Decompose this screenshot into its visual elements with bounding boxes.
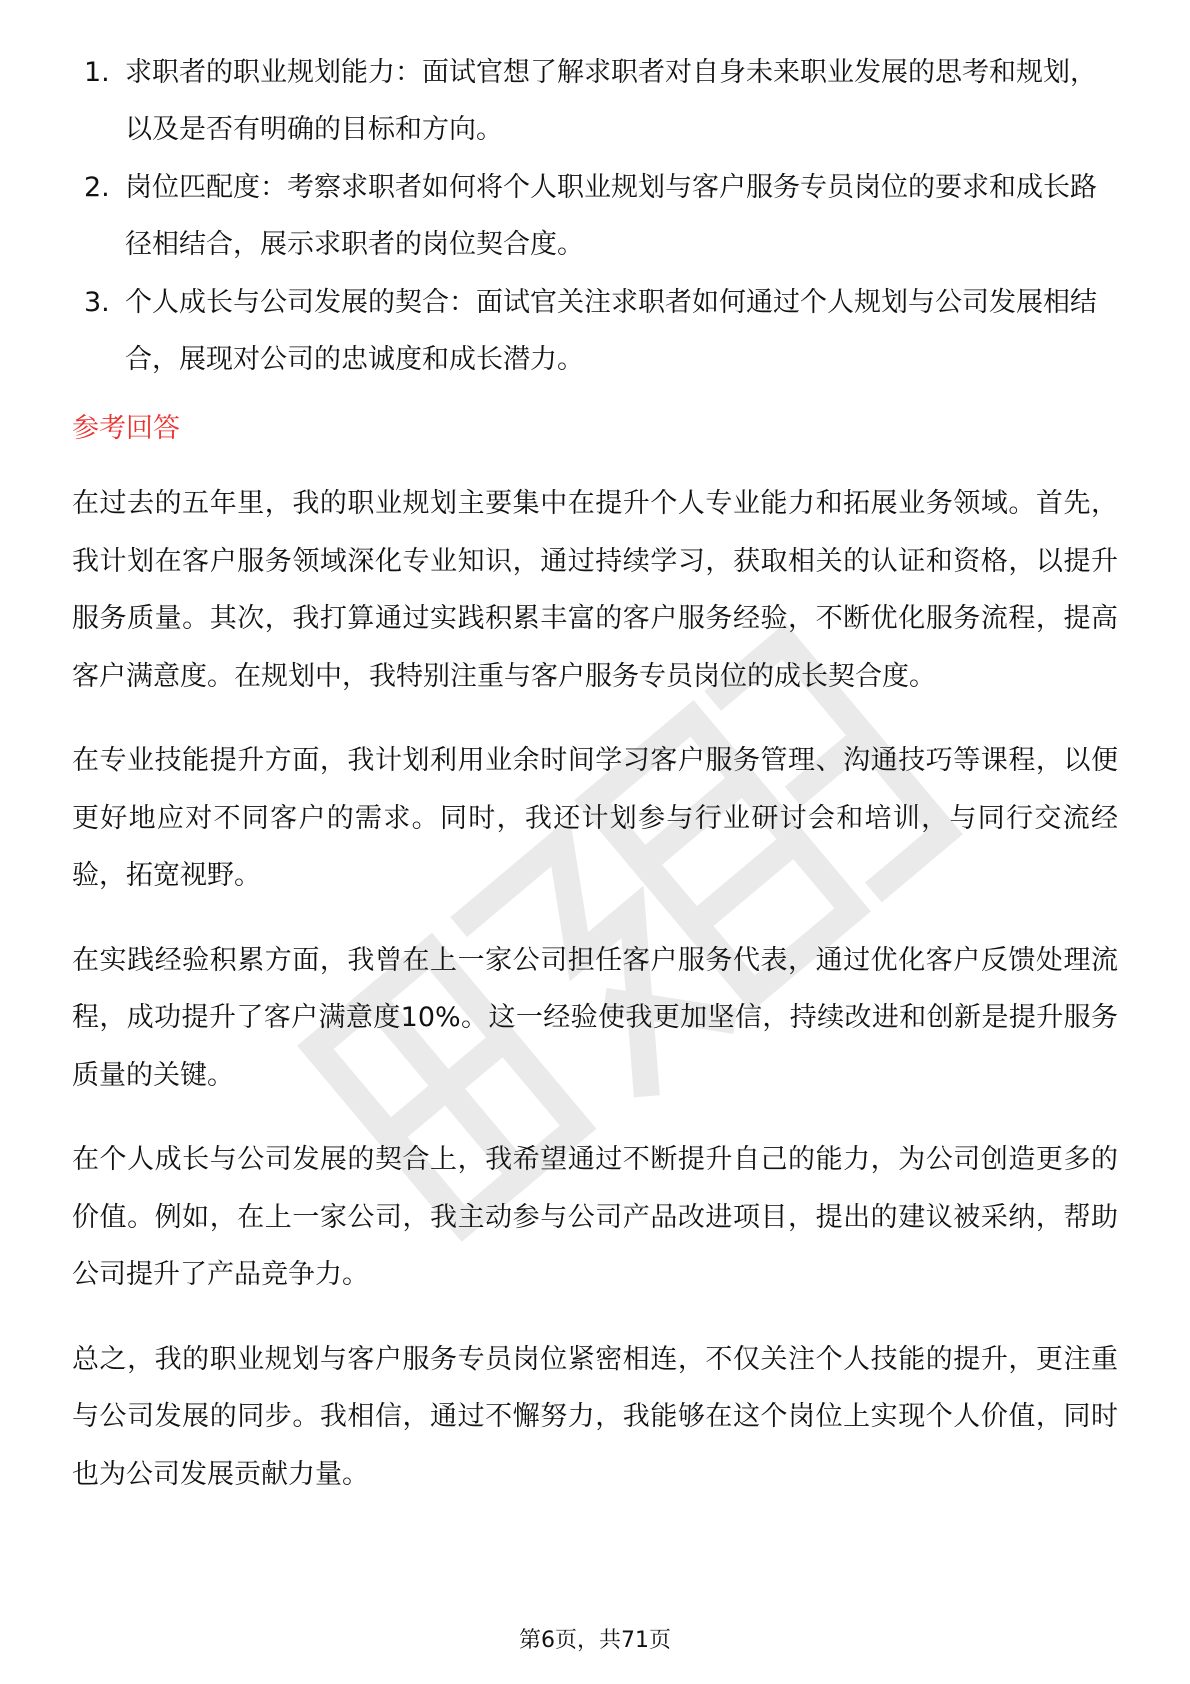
answer-paragraph: 在专业技能提升方面，我计划利用业余时间学习客户服务管理、沟通技巧等课程，以便更好地应对不同客户的需求。同时，我还计划参与行业研讨会和培训，与同行交流经验，拓宽视野。 <box>72 745 1118 891</box>
answer-paragraph: 在过去的五年里，我的职业规划主要集中在提升个人专业能力和拓展业务领域。首先，我计划在客户服务领域深化专业知识，通过持续学习，获取相关的认证和资格，以提升服务质量。其次，我打算通过实践积累丰富的客户服务经验，不断优化服务流程，提高客户满意度。在规划中，我特别注重与客户服务专员岗位的成长契合度。 <box>72 488 1118 692</box>
criteria-item <box>72 274 1118 388</box>
criteria-item <box>72 159 1118 273</box>
criteria-number: 1. <box>84 57 110 88</box>
reference-answer-heading: 参考回答 <box>72 413 180 444</box>
criteria-text: 岗位匹配度：考察求职者如何将个人职业规划与客户服务专员岗位的要求和成长路径相结合，展示求职者的岗位契合度。 <box>125 172 1097 260</box>
page-number-footer: 第6页，共71页 <box>519 1628 671 1653</box>
criteria-number: 3. <box>84 287 110 318</box>
answer-paragraph: 在实践经验积累方面，我曾在上一家公司担任客户服务代表，通过优化客户反馈处理流程，成功提升了客户满意度10%。这一经验使我更加坚信，持续改进和创新是提升服务质量的关键。 <box>72 944 1118 1091</box>
criteria-number: 2. <box>84 172 110 203</box>
answer-paragraph: 在个人成长与公司发展的契合上，我希望通过不断提升自己的能力，为公司创造更多的价值。例如，在上一家公司，我主动参与公司产品改进项目，提出的建议被采纳，帮助公司提升了产品竞争力。 <box>72 1144 1118 1290</box>
evaluation-criteria-list <box>72 44 1118 388</box>
page-content <box>72 44 1118 1530</box>
criteria-text: 求职者的职业规划能力：面试官想了解求职者对自身未来职业发展的思考和规划，以及是否有明确的目标和方向。 <box>125 57 1097 145</box>
criteria-text: 个人成长与公司发展的契合：面试官关注求职者如何通过个人规划与公司发展相结合，展现对公司的忠诚度和成长潜力。 <box>125 287 1097 375</box>
answer-paragraph: 总之，我的职业规划与客户服务专员岗位紧密相连，不仅关注个人技能的提升，更注重与公司发展的同步。我相信，通过不懈努力，我能够在这个岗位上实现个人价值，同时也为公司发展贡献力量。 <box>72 1343 1118 1490</box>
criteria-item <box>72 44 1118 158</box>
